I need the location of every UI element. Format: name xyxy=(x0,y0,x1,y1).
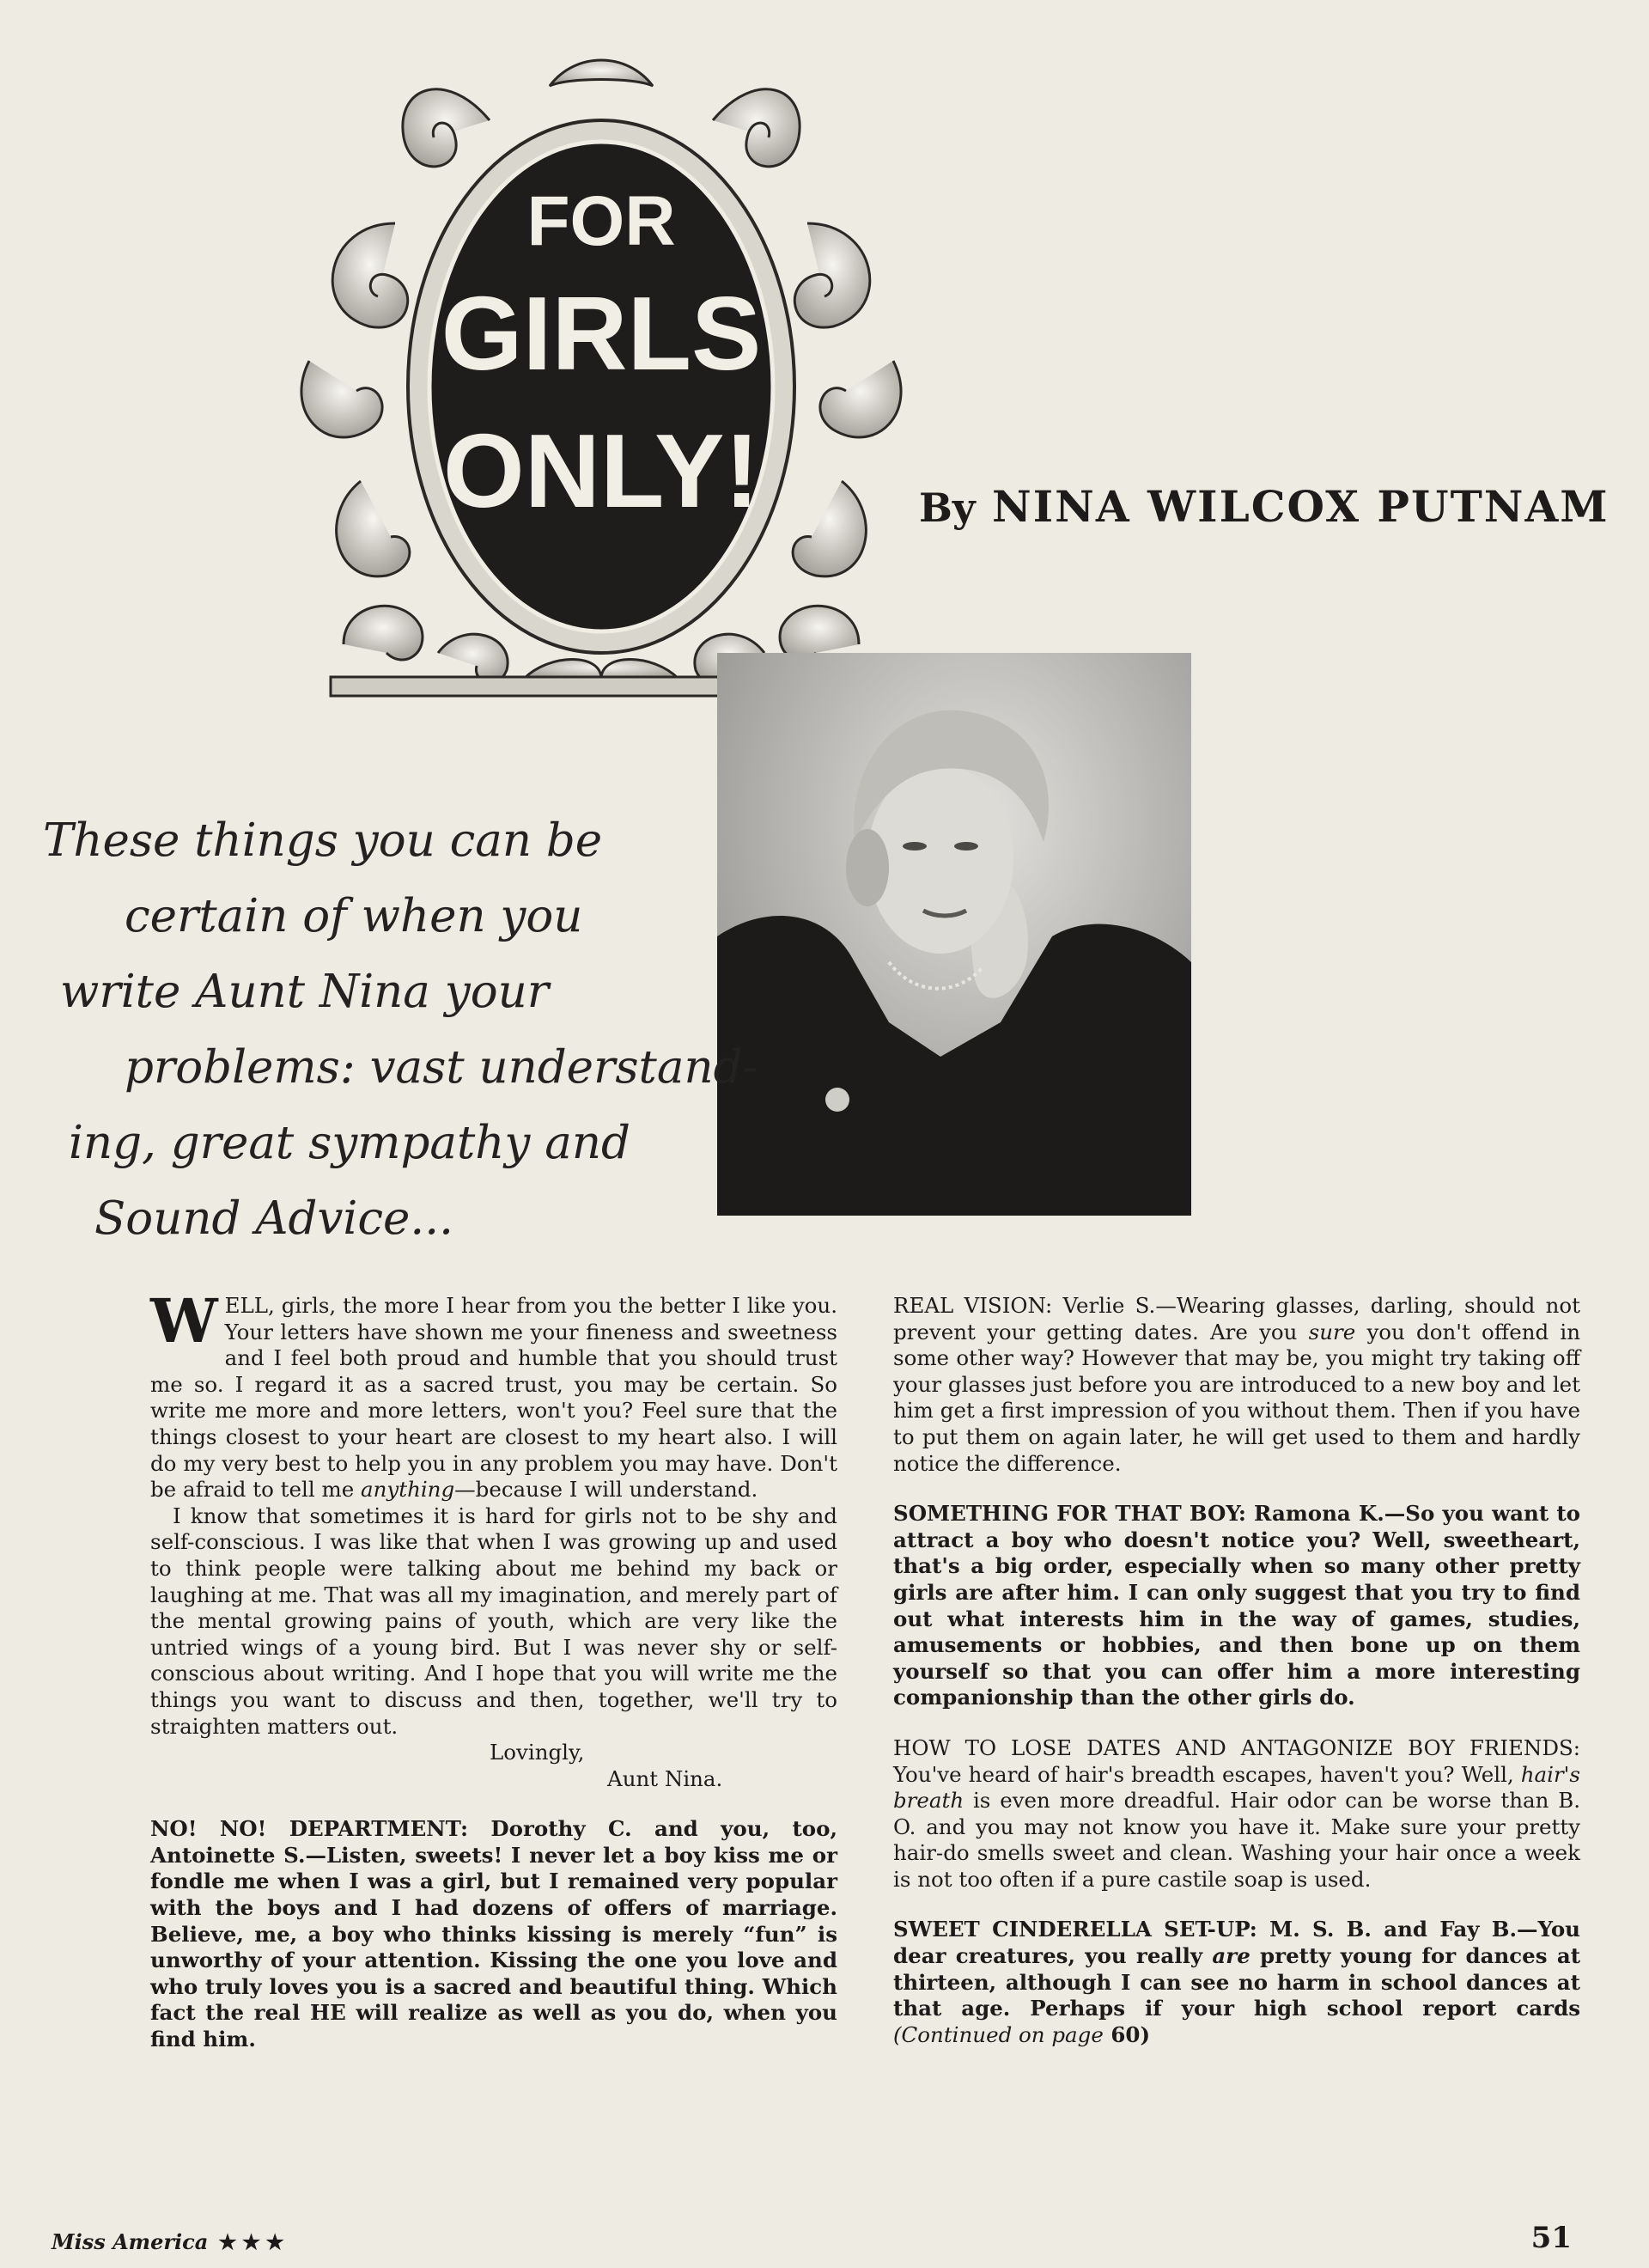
continued-note: (Continued on page xyxy=(893,2021,1104,2047)
script-line: ing, great sympathy and xyxy=(69,1117,630,1169)
byline-author: NINA WILCOX PUTNAM xyxy=(992,481,1609,532)
letter-cinderella xyxy=(893,1917,1580,2048)
title-line-2: GIRLS xyxy=(441,275,762,392)
footer-magazine xyxy=(52,2229,289,2254)
column-left xyxy=(150,1285,837,2053)
title-line-3: ONLY! xyxy=(442,412,760,529)
author-portrait xyxy=(717,653,1191,1216)
lose-dates-text: HOW TO LOSE DATES AND ANTAGONIZE BOY FRIENDS: You've heard of hair's breadth escapes, haven't you? Well, xyxy=(893,1735,1580,1787)
script-line: These things you can be xyxy=(43,814,603,867)
letter-real-vision xyxy=(893,1293,1580,1477)
cinderella-text: SWEET CINDERELLA SET-UP: M. S. B. and Fay B.—You dear creatures, you really xyxy=(893,1917,1580,1969)
cinderella-emphasis: are xyxy=(1212,1943,1250,1969)
title-ornament xyxy=(292,52,910,704)
author-photo xyxy=(717,653,1191,1216)
script-line: write Aunt Nina your xyxy=(60,966,550,1018)
magazine-name: Miss America xyxy=(52,2229,209,2254)
signoff-name: Aunt Nina. xyxy=(607,1765,723,1791)
intro-emphasis: anything xyxy=(361,1477,455,1503)
intro-text: ELL, girls, the more I hear from you the better I like you. Your letters have shown me your fineness and sweetness and I feel both proud and humble that you should trust me so. I regard it as a sacred trust, you may be certain. So write me more and more letters, won't you? Feel sure that the things closest to your heart are closest to my heart also. I will do my very best to help you in any problem you may have. Don't be afraid to tell me xyxy=(150,1293,837,1503)
drop-cap: W xyxy=(150,1285,218,1357)
script-line: certain of when you xyxy=(125,890,583,942)
real-vision-text: REAL VISION: Verlie S.—Wearing glasses, darling, should not prevent your getting dates. Are you xyxy=(893,1293,1580,1344)
real-vision-emphasis: sure xyxy=(1308,1319,1356,1344)
column-right xyxy=(893,1293,1580,2048)
lose-dates-text-end: is even more dreadful. Hair odor can be worse than B. O. and you may not know you have it. Make sure your pretty hair-do smells sweet and clean. Washing your hair once a week is not too often if a pure castile soap is used. xyxy=(893,1788,1581,1892)
letter-no-no-department: NO! NO! DEPARTMENT: Dorothy C. and you, too, Antoinette S.—Listen, sweets! I never let a boy kiss me or fondle me when I was a girl, but I remained very popular with the boys and I had dozens of offers of marriage. Believe, me, a boy who thinks kissing is merely “fun” is unworthy of your attention. Kissing the one you love and who truly loves you is a sacred and beautiful thing. Which fact the real HE will realize as well as you do, when you find him. xyxy=(150,1816,837,2052)
real-vision-text-end: you don't offend in some other way? However that may be, you might try taking off your glasses just before you are introduced to a new boy and let him get a first impression of you without them. Then if you have to put them on again later, he will get used to them and hardly notice the difference. xyxy=(893,1319,1580,1476)
star-icon: ★★★ xyxy=(218,2229,289,2254)
ornate-frame-graphic xyxy=(292,52,910,704)
signoff-lovingly: Lovingly, xyxy=(490,1740,585,1765)
script-line: problems: vast understand- xyxy=(125,1041,758,1094)
intro-script xyxy=(43,803,758,1257)
letter-something-for-that-boy: SOMETHING FOR THAT BOY: Ramona K.—So you want to attract a boy who doesn't notice you? Well, sweetheart, that's a big order, especially when so many other pretty girls are after him. I can only suggest that you try to find out what interests him in the way of games, studies, amusements or hobbies, and then bone up on them yourself so that you can offer him a more interesting companionship than the other girls do. xyxy=(893,1501,1580,1710)
intro-text-end: —because I will understand. xyxy=(454,1477,758,1503)
byline xyxy=(919,481,1609,532)
intro-paragraph-1 xyxy=(150,1285,837,1503)
cinderella-text-end: pretty young for dances at thirteen, although I can see no harm in school dances at that age. Perhaps if your high school report cards xyxy=(893,1943,1581,2021)
intro-paragraph-2: I know that sometimes it is hard for girls not to be shy and self-conscious. I was like that when I was growing up and used to think people were talking about me behind my back or laughing at me. That was all my imagination, and merely part of the mental growing pains of youth, which are very like the untried wings of a young bird. But I was never shy or self-conscious about writing. And I hope that you will write me the things you want to discuss and then, together, we'll try to straighten matters out. xyxy=(150,1503,837,1739)
letter-lose-dates xyxy=(893,1735,1580,1893)
page-number: 51 xyxy=(1530,2221,1572,2255)
lose-dates-emphasis: hair's breath xyxy=(893,1761,1580,1814)
script-line: Sound Advice... xyxy=(94,1192,453,1245)
continued-page: 60) xyxy=(1110,2021,1151,2047)
title-line-1: FOR xyxy=(526,182,676,260)
byline-by: By xyxy=(919,485,976,531)
signoff xyxy=(150,1740,837,1792)
